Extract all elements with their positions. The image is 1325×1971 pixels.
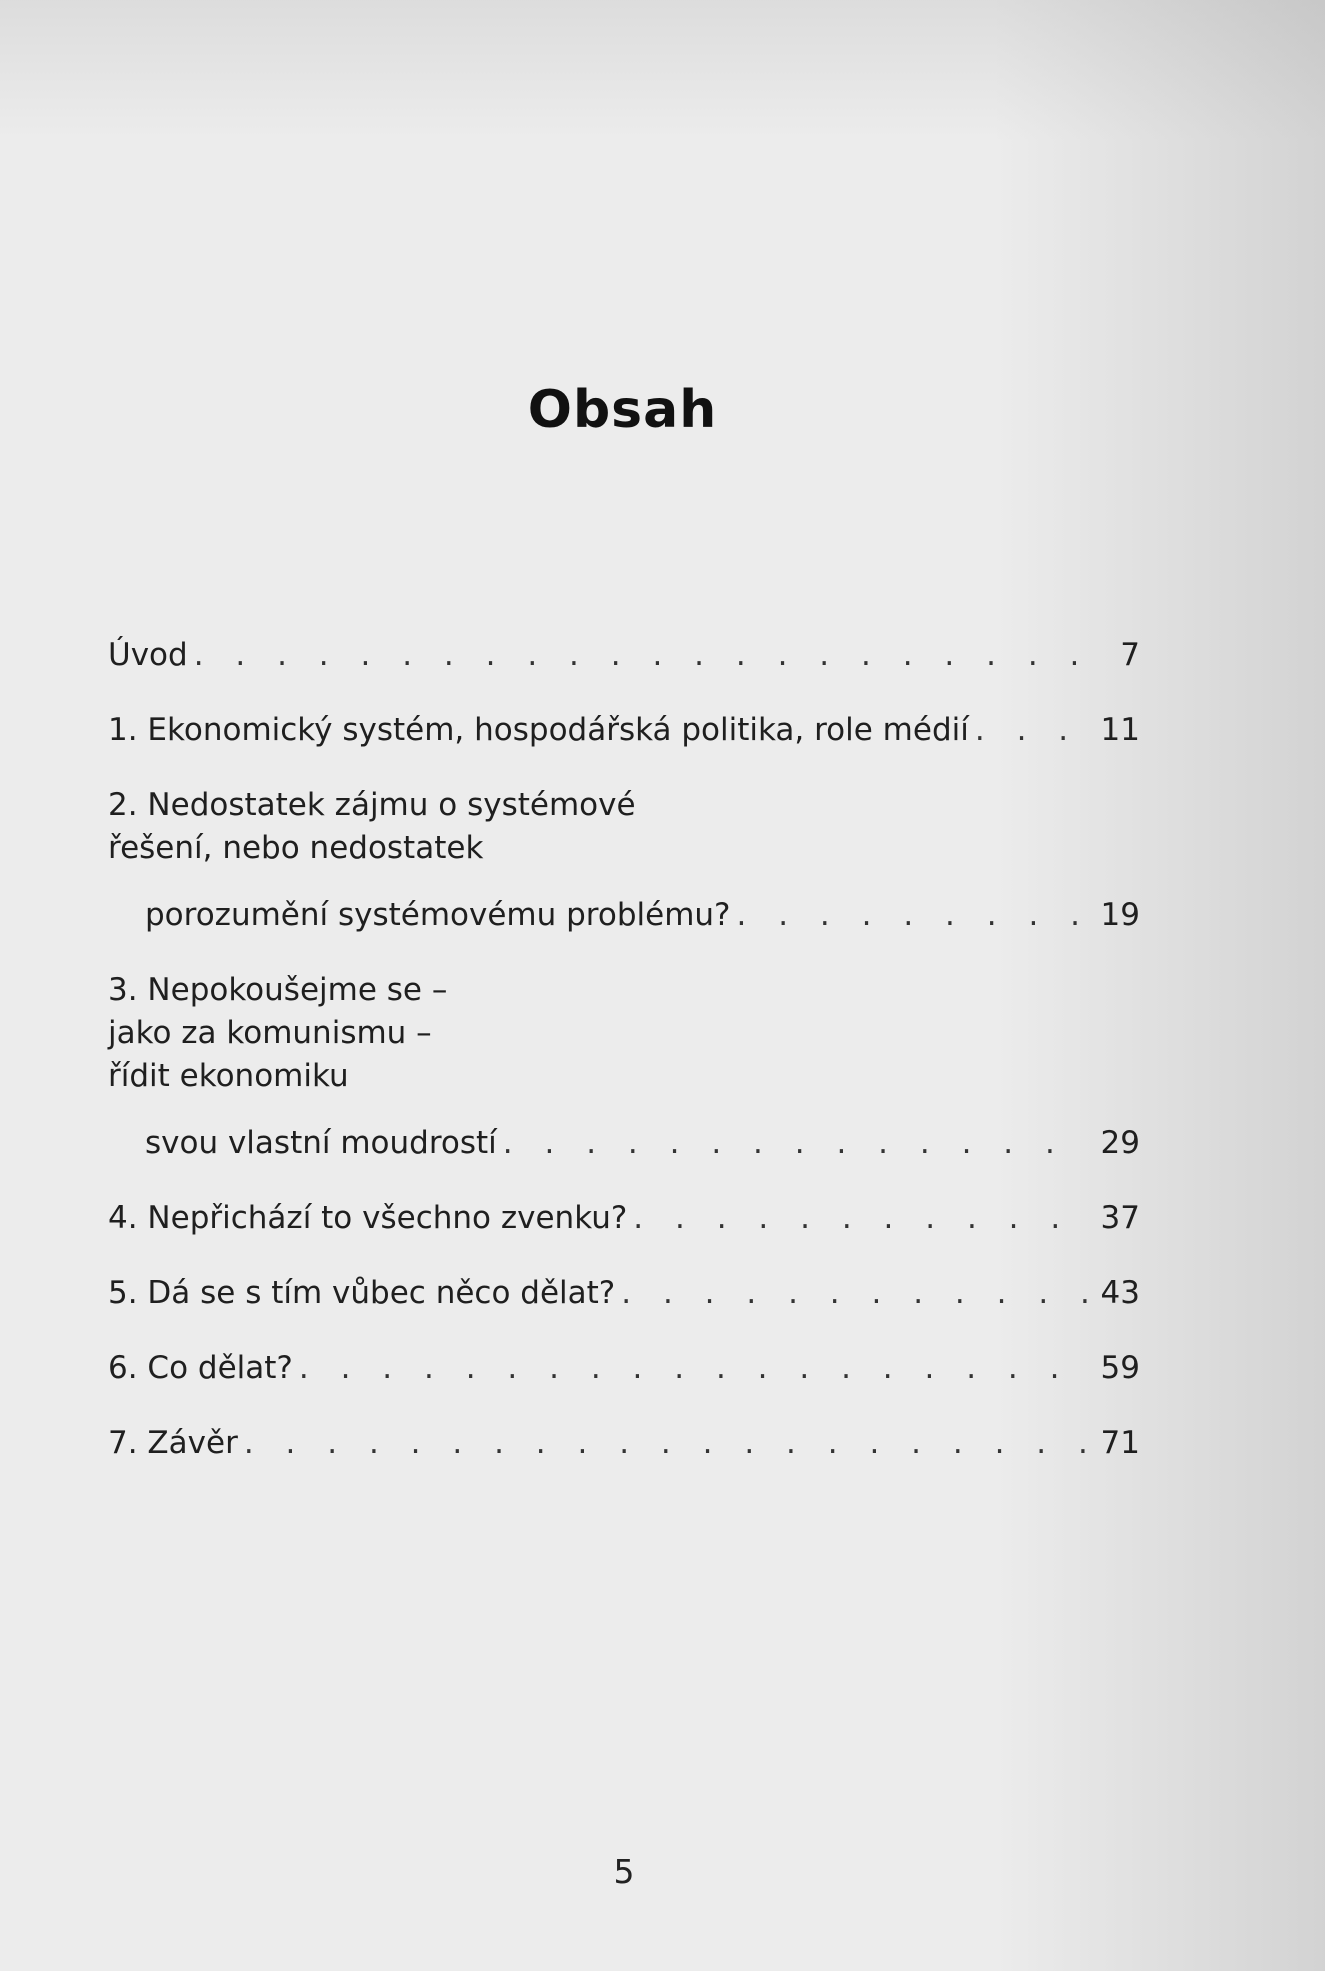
dot-leader xyxy=(731,894,1088,937)
toc-entry-label: 2. Nedostatek zájmu o systémové řešení, nebo nedostatek xyxy=(108,787,636,866)
dot-leader xyxy=(188,634,1088,677)
toc-entry xyxy=(108,784,1140,937)
toc-entry xyxy=(108,969,1140,1165)
toc-entry-page: 59 xyxy=(1100,1350,1140,1386)
toc-entry xyxy=(108,634,1140,677)
toc-entry-page: 19 xyxy=(1100,897,1140,933)
toc-entry-label: 4. Nepřichází to všechno zvenku? xyxy=(108,1200,628,1236)
toc-entry-page: 71 xyxy=(1100,1425,1140,1461)
page-title: Obsah xyxy=(527,380,718,440)
toc-entry xyxy=(108,709,1140,752)
toc-entry-label: 7. Závěr xyxy=(108,1425,238,1461)
dot-leader xyxy=(238,1422,1088,1465)
toc-entry xyxy=(108,1272,1140,1315)
toc-entry-page: 7 xyxy=(1120,637,1140,673)
dot-leader xyxy=(969,709,1088,752)
toc-entry-label: 1. Ekonomický systém, hospodářská politika, role médií xyxy=(108,712,969,748)
toc-entry xyxy=(108,1197,1140,1240)
toc-entry-label: 5. Dá se s tím vůbec něco dělat? xyxy=(108,1275,616,1311)
dot-leader xyxy=(497,1122,1088,1165)
toc-entry xyxy=(108,1347,1140,1390)
toc-entry-label-continuation: porozumění systémovému problému? xyxy=(145,897,731,933)
toc-entry-label: 6. Co dělat? xyxy=(108,1350,293,1386)
dot-leader xyxy=(615,1272,1088,1315)
dot-leader xyxy=(293,1347,1088,1390)
toc-entry-page: 37 xyxy=(1100,1200,1140,1236)
toc-entry-label-continuation: svou vlastní moudrostí xyxy=(145,1125,497,1161)
toc-entry-label: Úvod xyxy=(108,637,188,673)
toc-entry-page: 29 xyxy=(1100,1125,1140,1161)
toc-entry-label-block xyxy=(108,784,731,937)
toc-entry-page: 11 xyxy=(1100,712,1140,748)
toc-entry xyxy=(108,1422,1140,1465)
toc-entry-label-block xyxy=(108,969,497,1165)
page-number: 5 xyxy=(613,1852,635,1891)
table-of-contents xyxy=(108,634,1140,1497)
dot-leader xyxy=(627,1197,1088,1240)
toc-entry-page: 43 xyxy=(1100,1275,1140,1311)
toc-entry-label: 3. Nepokoušejme se – jako za komunismu – řídit ekonomiku xyxy=(108,972,448,1094)
